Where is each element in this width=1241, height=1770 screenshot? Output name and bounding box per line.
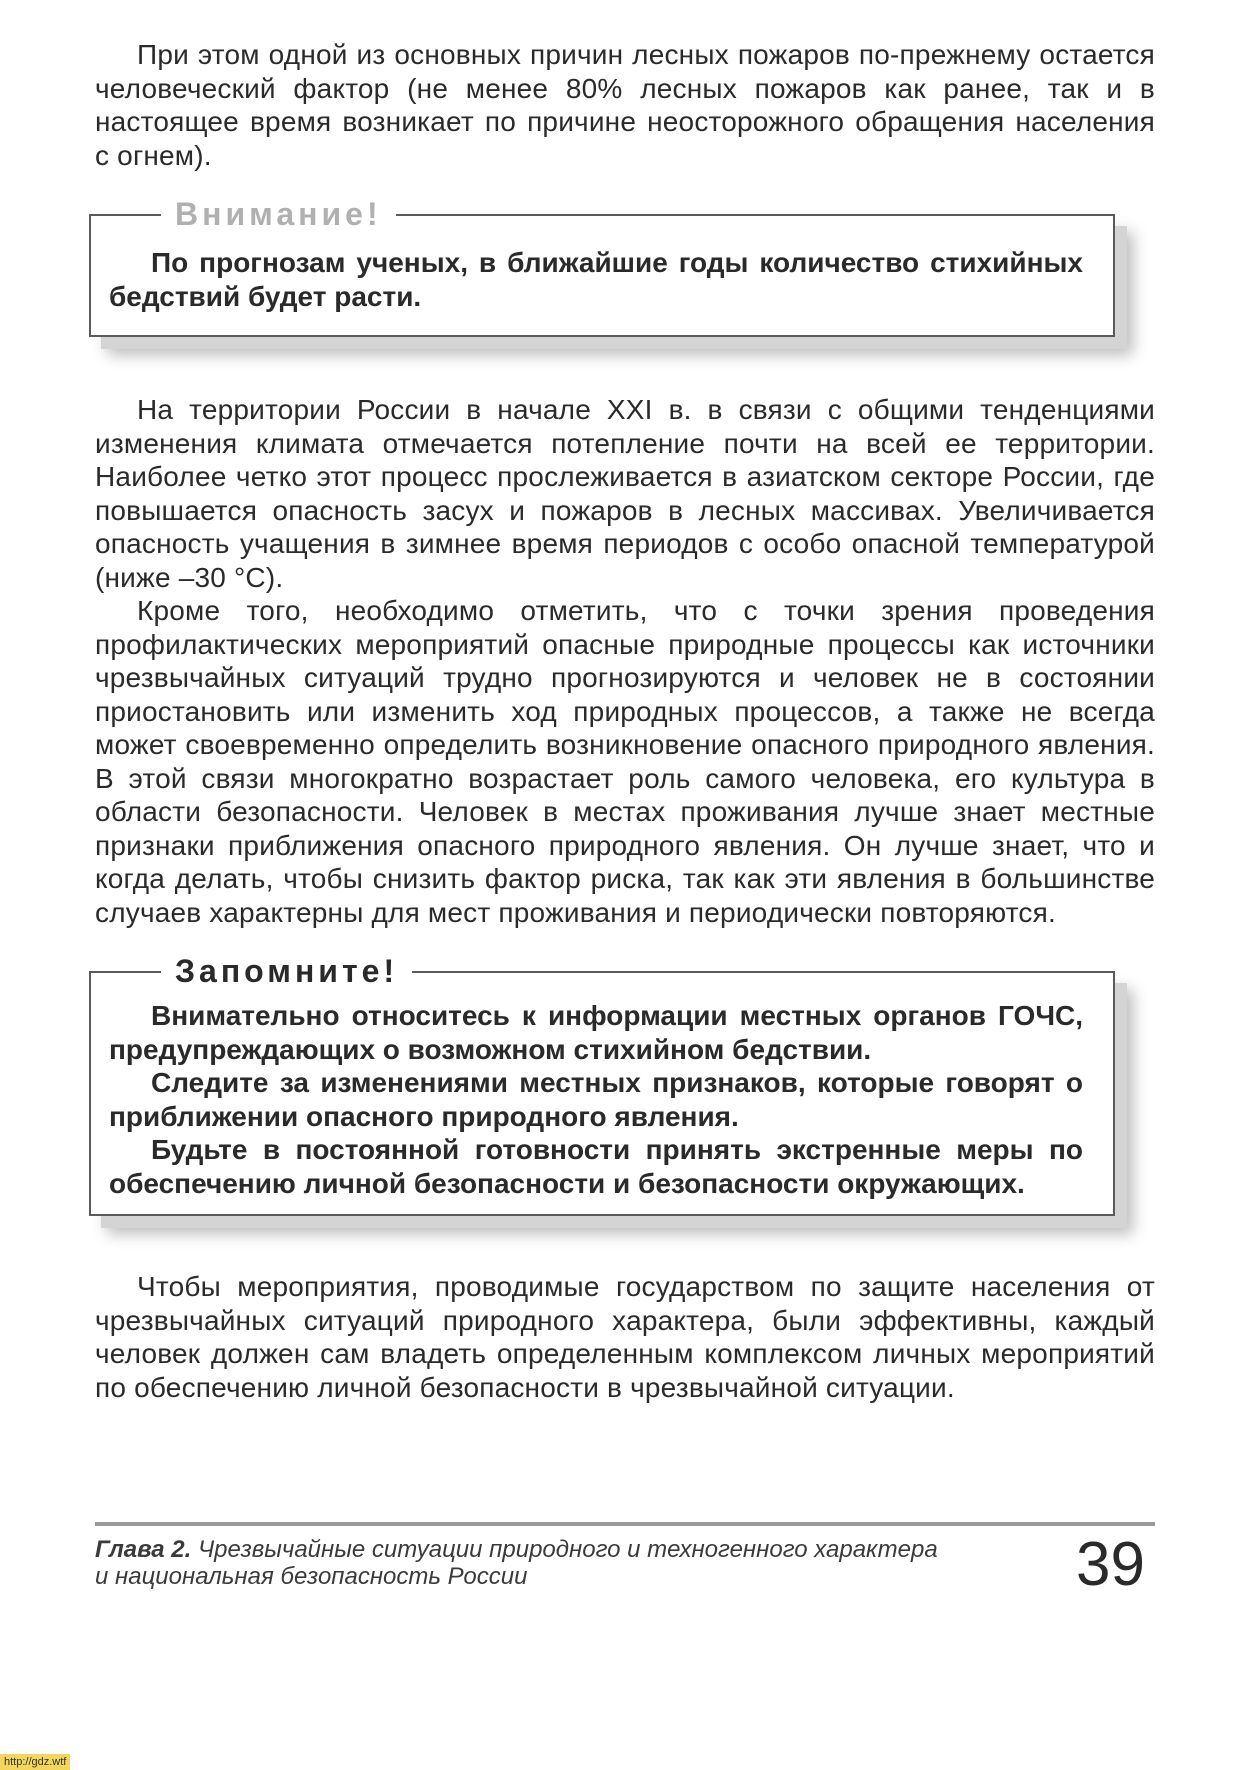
- page-footer: [95, 1522, 1155, 1599]
- chapter-label: Глава 2.: [95, 1536, 192, 1563]
- remember-item: Следите за изменениями местных признаков, которые говорят о приближении опасного природного явления.: [109, 1067, 1083, 1132]
- remember-item: Будьте в постоянной готовности принять экстренные меры по обеспечению личной безопасности и безопасности окружающих.: [109, 1134, 1083, 1199]
- page-number: 39: [1076, 1530, 1145, 1599]
- attention-title: Внимание!: [161, 194, 396, 234]
- attention-text: По прогнозам ученых, в ближайшие годы количество стихийных бедствий будет расти.: [109, 247, 1083, 312]
- attention-box: [89, 196, 1115, 337]
- paragraph-prevention: Кроме того, необходимо отметить, что с точки зрения проведения профилактических мероприятий опасные природные процессы как источники чрезвычайных ситуаций трудно прогнозируются и человек не в состоянии приостановить или изменить ход природных процессов, а также не всегда может своевременно определить возникновение опасного природного явления. В этой связи многократно возрастает роль самого человека, его культура в области безопасности. Человек в местах проживания лучше знает местные признаки приближения опасного природного явления. Он лучше знает, что и когда делать, чтобы снизить фактор риска, так как эти явления в большинстве случаев характерны для мест проживания и периодически повторяются.: [95, 595, 1155, 928]
- paragraph-climate: На территории России в начале XXI в. в связи с общими тенденциями изменения климата отмечается потепление почти на всей ее территории. Наиболее четко этот процесс прослеживается в азиатском секторе России, где повышается опасность засух и пожаров в лесных массивах. Увеличивается опасность учащения в зимнее время периодов с особо опасной температурой (ниже –30 °С).: [95, 394, 1155, 593]
- watermark-link[interactable]: http://gdz.wtf: [0, 1754, 70, 1770]
- remember-item: Внимательно относитесь к информации местных органов ГОЧС, предупреждающих о возможном стихийном бедствии.: [109, 1000, 1083, 1065]
- page-content: [95, 38, 1155, 1404]
- chapter-caption: [95, 1536, 955, 1590]
- paragraph-measures: Чтобы мероприятия, проводимые государством по защите населения от чрезвычайных ситуаций природного характера, были эффективны, каждый человек должен сам владеть определенным комплексом личных мероприятий по обеспечению личной безопасности в чрезвычайной ситуации.: [95, 1271, 1155, 1403]
- remember-box: [89, 953, 1115, 1216]
- remember-title: Запомните!: [161, 951, 412, 991]
- paragraph-human-factor: При этом одной из основных причин лесных пожаров по-прежнему остается человеческий фактор (не менее 80% лесных пожаров как ранее, так и в настоящее время возникает по причине неосторожного обращения населения с огнем).: [95, 39, 1155, 171]
- chapter-title: Чрезвычайные ситуации природного и техногенного характера и национальная безопасность России: [95, 1536, 938, 1590]
